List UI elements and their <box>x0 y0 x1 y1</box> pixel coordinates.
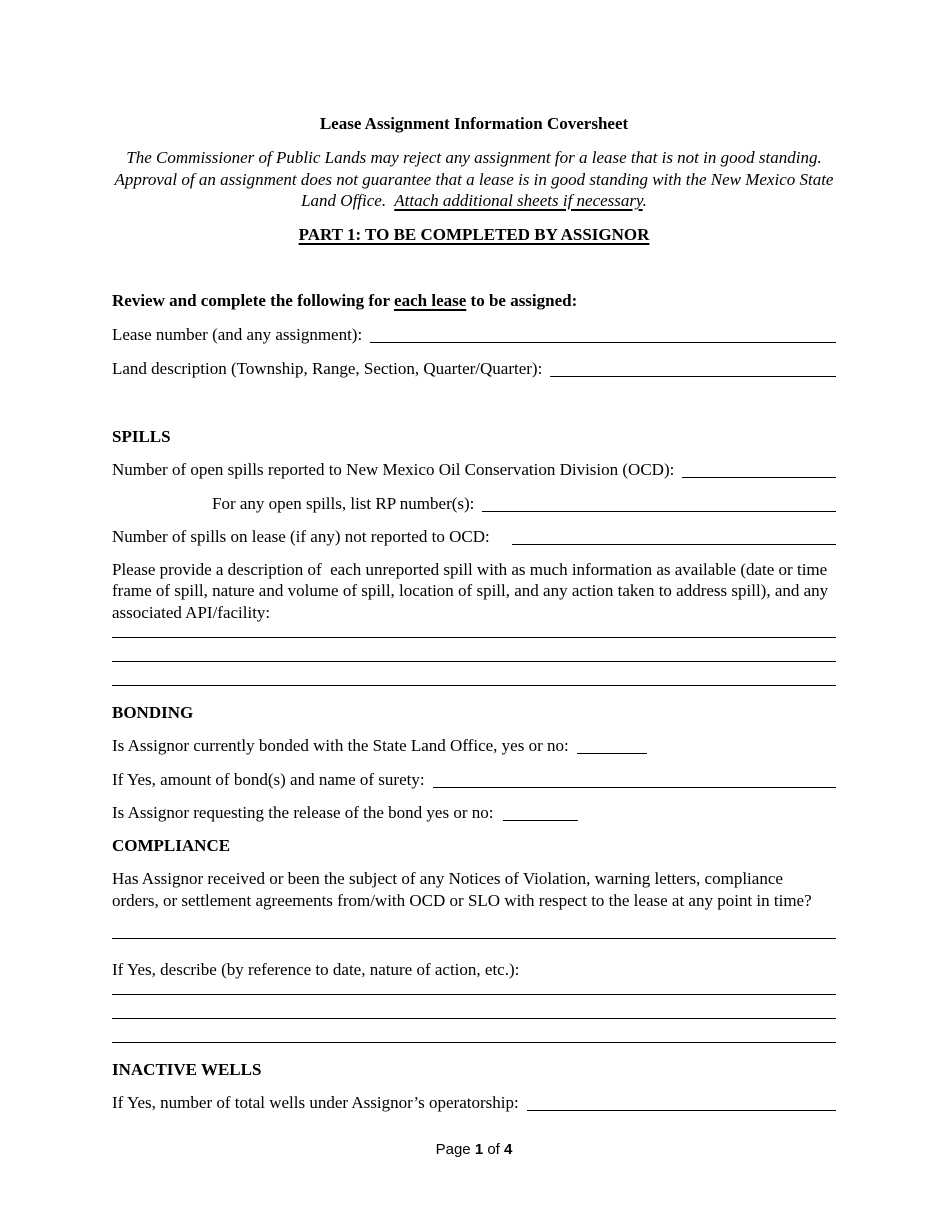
land-description-field <box>112 358 836 380</box>
intro-line-1: The Commissioner of Public Lands may reject any assignment for a lease that is not in good standing. <box>126 148 822 167</box>
footer-page-number: 1 <box>474 1141 484 1158</box>
spill-description-prompt-line-3: associated API/facility: <box>112 602 271 622</box>
rp-numbers-field <box>112 493 836 515</box>
compliance-question-line-2: orders, or settlement agreements from/with OCD or SLO with respect to the lease at any point in time? <box>112 890 812 910</box>
compliance-describe-label: If Yes, describe (by reference to date, nature of action, etc.): <box>112 960 520 979</box>
land-description-input-line[interactable] <box>550 358 836 377</box>
compliance-describe-line-1[interactable] <box>112 981 836 995</box>
bonded-yes-no-label: Is Assignor currently bonded with the State Land Office, yes or no: <box>112 736 569 755</box>
bond-release-field <box>112 802 836 824</box>
footer-of-word: of <box>487 1141 500 1158</box>
total-wells-label: If Yes, number of total wells under Assignor’s operatorship: <box>112 1093 519 1112</box>
review-each-lease-underlined: each lease <box>394 290 467 310</box>
total-wells-input-line[interactable] <box>527 1092 836 1111</box>
compliance-section-heading: COMPLIANCE <box>112 836 231 855</box>
unreported-spills-field <box>112 526 836 548</box>
inactive-wells-section-heading: INACTIVE WELLS <box>112 1060 262 1079</box>
land-description-label: Land description (Township, Range, Section, Quarter/Quarter): <box>112 358 543 378</box>
footer-page-word: Page <box>435 1141 471 1158</box>
surety-field <box>112 769 836 791</box>
footer-total-pages: 4 <box>504 1141 513 1158</box>
intro-line-3 <box>112 190 836 212</box>
review-instruction-pre: Review and complete the following for <box>112 290 395 310</box>
bond-release-label: Is Assignor requesting the release of the bond yes or no: <box>112 803 494 822</box>
compliance-question <box>112 868 836 911</box>
spill-description-prompt <box>112 559 836 624</box>
open-spills-label: Number of open spills reported to New Mexico Oil Conservation Division (OCD): <box>112 459 675 479</box>
intro-line-3-period: . <box>642 191 647 210</box>
rp-numbers-input-line[interactable] <box>482 493 836 512</box>
unreported-spills-label: Number of spills on lease (if any) not reported to OCD: <box>112 526 490 546</box>
review-instruction-post: to be assigned: <box>466 290 578 310</box>
spill-description-prompt-line-1: Please provide a description of each unreported spill with as much information as available (date or time <box>112 559 828 579</box>
bonding-section-heading: BONDING <box>112 703 194 722</box>
bond-release-input-line[interactable] <box>503 802 578 821</box>
intro-line-3-text: Land Office. <box>301 191 395 210</box>
page-title: Lease Assignment Information Coversheet <box>319 114 629 133</box>
spill-description-answer-lines <box>112 623 836 686</box>
rp-numbers-label: For any open spills, list RP number(s): <box>212 493 475 513</box>
compliance-describe-line-2[interactable] <box>112 995 836 1019</box>
part1-heading: PART 1: TO BE COMPLETED BY ASSIGNOR <box>298 224 650 244</box>
compliance-describe-line-3[interactable] <box>112 1019 836 1043</box>
surety-input-line[interactable] <box>433 769 836 788</box>
surety-label: If Yes, amount of bond(s) and name of surety: <box>112 770 425 789</box>
unreported-spills-input-line[interactable] <box>512 526 836 545</box>
bonded-yes-no-field <box>112 735 836 757</box>
lease-number-input-line[interactable] <box>370 324 836 343</box>
spill-description-prompt-line-2: frame of spill, nature and volume of spill, location of spill, and any action taken to address spill), and any <box>112 581 829 600</box>
page-footer <box>112 1140 836 1160</box>
lease-number-label: Lease number (and any assignment): <box>112 324 363 344</box>
intro-paragraph <box>112 147 836 212</box>
open-spills-field <box>112 459 836 481</box>
compliance-answer-line[interactable] <box>112 911 836 939</box>
intro-line-2: Approval of an assignment does not guarantee that a lease is in good standing with the New Mexico State <box>114 169 834 189</box>
intro-attach-sheets-note: Attach additional sheets if necessary <box>394 191 643 210</box>
spill-description-answer-line-1[interactable] <box>112 623 836 638</box>
spill-description-answer-line-2[interactable] <box>112 638 836 662</box>
review-instruction <box>112 290 836 312</box>
lease-number-field <box>112 324 836 346</box>
open-spills-input-line[interactable] <box>682 459 836 478</box>
bonded-yes-no-input-line[interactable] <box>577 735 647 754</box>
total-wells-field <box>112 1092 836 1114</box>
compliance-describe-answer-lines <box>112 981 836 1043</box>
compliance-describe-field <box>112 959 836 981</box>
compliance-question-line-1: Has Assignor received or been the subject of any Notices of Violation, warning letters, compliance <box>112 869 783 888</box>
part1-heading-wrap <box>112 224 836 246</box>
spills-section-heading: SPILLS <box>112 426 171 446</box>
spill-description-answer-line-3[interactable] <box>112 662 836 686</box>
